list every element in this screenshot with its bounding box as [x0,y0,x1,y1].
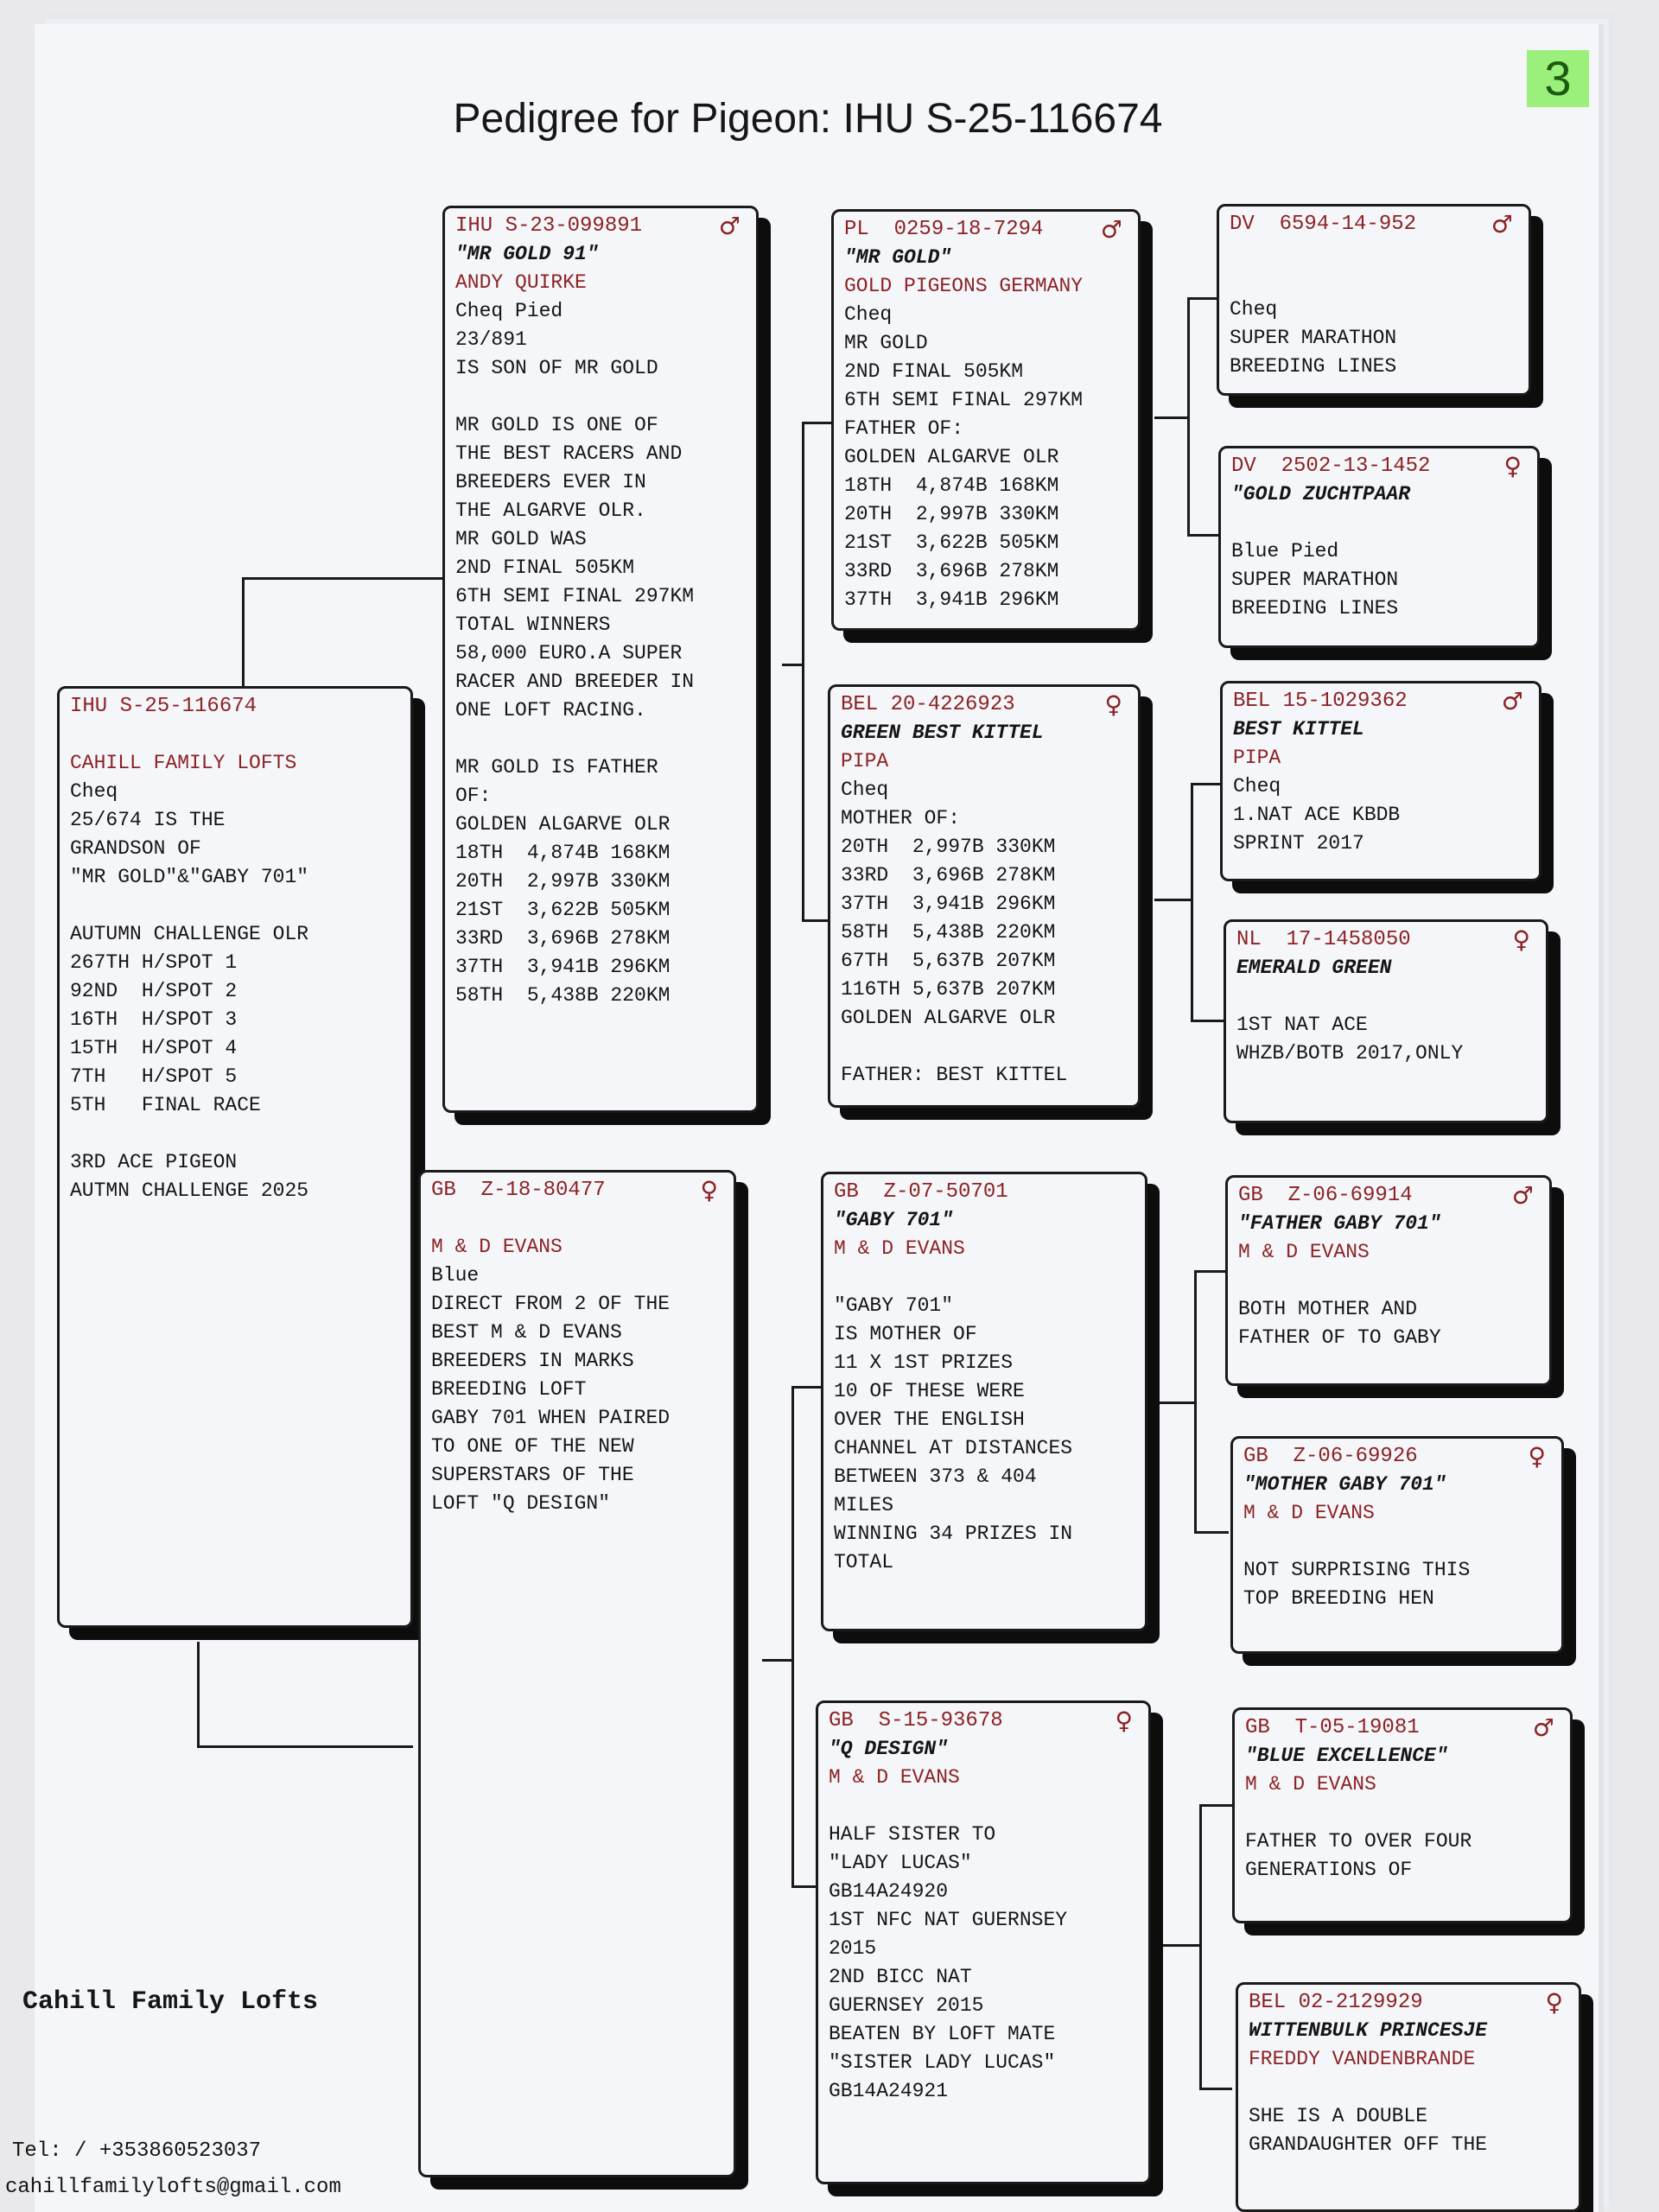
card-detail-line: 33RD 3,696B 278KM [844,560,1059,582]
card-details [1230,296,1529,381]
footer-email: cahillfamilylofts@gmail.com [5,2176,341,2199]
sex-symbol: ♂ [1501,687,1523,715]
connector-line [1154,899,1193,901]
card-detail-line: BREEDERS IN MARKS [431,1350,634,1372]
card-detail-line: 58TH 5,438B 220KM [455,984,671,1007]
card-details [829,1792,1148,2106]
ring-number: IHU S-23-099891 [455,214,643,238]
card-detail-line: 6TH SEMI FINAL 297KM [455,585,695,607]
connector-line [1160,1402,1197,1404]
card-detail-line: MR GOLD WAS [455,528,587,550]
card-detail-line [70,892,410,920]
connector-line [1161,1944,1202,1947]
card-detail-line [1238,1267,1549,1295]
card-detail-line: Cheq [1230,298,1278,321]
card-detail-line [1245,1799,1570,1827]
card-detail-line: IS MOTHER OF [834,1323,977,1345]
card-detail-line: HALF SISTER TO [829,1823,996,1846]
card-detail-line: 58TH 5,438B 220KM [841,921,1056,944]
card-detail-line: 2ND FINAL 505KM [455,556,635,579]
card-detail-line: 7TH H/SPOT 5 [70,1065,238,1088]
card-detail-line: 2015 [829,1937,877,1960]
card-detail-line: THE BEST RACERS AND [455,442,683,465]
breeder-name: M & D EVANS [1245,1773,1376,1796]
card-detail-line: BREEDERS EVER IN [455,471,646,493]
breeder-name: M & D EVANS [829,1766,960,1789]
pigeon-name [1230,238,1529,267]
sex-symbol: ♀ [1115,1707,1133,1735]
card-details [1245,1799,1570,1885]
card-detail-line: OF: [455,785,492,807]
card-detail-line: GUERNSEY 2015 [829,1994,984,2017]
connector-line [762,1659,794,1662]
pigeon-name: "MR GOLD 91" [455,243,599,265]
card-detail-line: Cheq [841,779,889,801]
card-details [431,1262,734,1518]
card-detail-line: MILES [834,1494,894,1516]
card-detail-line: GRANDSON OF [70,837,201,860]
breeder-name: GOLD PIGEONS GERMANY [844,275,1084,297]
card-detail-line: 1.NAT ACE KBDB [1233,804,1401,826]
card-detail-line: 116TH 5,637B 207KM [841,978,1056,1001]
card-detail-line: 33RD 3,696B 278KM [455,927,671,950]
connector-line [1194,1531,1229,1534]
breeder-name: M & D EVANS [1238,1241,1370,1263]
card-detail-line: SUPERSTARS OF THE [431,1464,634,1486]
card-detail-line: AUTUMN CHALLENGE OLR [70,923,309,945]
sex-symbol: ♂ [1100,215,1122,244]
sex-symbol: ♂ [1511,1181,1534,1210]
breeder-name: M & D EVANS [1243,1502,1375,1524]
connector-line [1154,416,1190,419]
card-detail-line: BEST M & D EVANS [431,1321,622,1344]
card-detail-line: 23/891 [455,328,527,351]
breeder-name: CAHILL FAMILY LOFTS [70,752,297,774]
connector-line [802,919,831,922]
card-detail-line: THE ALGARVE OLR. [455,499,646,522]
card-detail-line: 20TH 2,997B 330KM [455,870,671,893]
pedigree-card-gg-6 [1230,1436,1564,1654]
card-detail-line: IS SON OF MR GOLD [455,357,658,379]
card-detail-line: BREEDING LINES [1230,355,1397,378]
card-detail-line: 25/674 IS THE [70,809,226,831]
card-details [455,297,756,1010]
card-detail-line: "MR GOLD"&"GABY 701" [70,866,309,888]
card-detail-line: Cheq [1233,775,1281,798]
card-detail-line: 1ST NAT ACE [1236,1014,1368,1036]
card-detail-line: GB14A24920 [829,1880,949,1903]
sex-symbol: ♀ [1503,452,1522,480]
card-detail-line: MR GOLD IS FATHER [455,756,658,779]
pigeon-name: "MR GOLD" [844,246,952,269]
card-detail-line: 10 OF THESE WERE [834,1380,1025,1402]
page-number-sticker: 3 [1527,50,1589,107]
card-detail-line: SPRINT 2017 [1233,832,1364,855]
card-detail-line: GOLDEN ALGARVE OLR [841,1007,1056,1029]
pigeon-name: "FATHER GABY 701" [1238,1212,1441,1235]
ring-number: PL 0259-18-7294 [844,218,1044,241]
card-detail-line: 21ST 3,622B 505KM [844,531,1059,554]
card-detail-line: 15TH H/SPOT 4 [70,1037,238,1059]
connector-line [242,577,442,580]
pedigree-card-dam-sire [821,1172,1147,1631]
connector-line [1191,783,1193,1021]
card-detail-line: 2ND FINAL 505KM [844,360,1024,383]
pigeon-name: "GABY 701" [834,1209,954,1231]
card-detail-line: FATHER: BEST KITTEL [841,1064,1068,1086]
card-detail-line: BOTH MOTHER AND [1238,1298,1418,1320]
card-detail-line: FATHER OF: [844,417,964,440]
card-detail-line [455,725,756,753]
card-detail-line [841,1033,1138,1061]
connector-line [1191,783,1224,785]
pedigree-card-sire-dam [828,684,1141,1108]
breeder-name [1236,982,1546,1011]
card-details [1243,1528,1561,1613]
breeder-name: PIPA [841,750,889,772]
card-detail-line: "GABY 701" [834,1294,954,1317]
card-detail-line: DIRECT FROM 2 OF THE [431,1293,671,1315]
card-detail-line: NOT SURPRISING THIS [1243,1559,1471,1581]
ring-number: DV 2502-13-1452 [1231,454,1431,478]
pigeon-name: "MOTHER GABY 701" [1243,1473,1446,1496]
connector-line [242,577,245,690]
pedigree-card-gg-2 [1218,446,1540,648]
pigeon-name [431,1205,734,1233]
card-detail-line: LOFT "Q DESIGN" [431,1492,611,1515]
card-detail-line: RACER AND BREEDER IN [455,671,695,693]
card-detail-line: GOLDEN ALGARVE OLR [455,813,671,836]
card-detail-line: TO ONE OF THE NEW [431,1435,634,1458]
card-detail-line: GB14A24921 [829,2080,949,2102]
card-details [70,778,410,1205]
card-details [844,301,1138,614]
card-detail-line: FATHER TO OVER FOUR [1245,1830,1472,1853]
card-detail-line: 67TH 5,637B 207KM [841,950,1056,972]
card-detail-line: 37TH 3,941B 296KM [844,588,1059,611]
breeder-name [1230,267,1529,296]
footer-telephone: Tel: / +353860523037 [12,2139,262,2163]
ring-number: BEL 15-1029362 [1233,690,1408,713]
card-detail-line: GRANDAUGHTER OFF THE [1249,2133,1488,2156]
card-detail-line [455,383,756,411]
breeder-name: PIPA [1233,747,1281,769]
ring-number: GB S-15-93678 [829,1709,1003,1732]
card-detail-line: 20TH 2,997B 330KM [844,503,1059,525]
connector-line [791,1386,794,1887]
connector-line [197,1642,200,1747]
breeder-name: FREDDY VANDENBRANDE [1249,2048,1476,2070]
card-detail-line: AUTMN CHALLENGE 2025 [70,1179,309,1202]
connector-line [1199,1804,1232,1807]
pedigree-card-dam [418,1170,736,2177]
connector-line [197,1745,413,1748]
card-detail-line: 37TH 3,941B 296KM [455,956,671,978]
pedigree-card-sire-sire [831,209,1141,631]
card-details [1236,1011,1546,1068]
pedigree-card-gg-5 [1225,1175,1552,1386]
card-detail-line: SUPER MARATHON [1231,569,1399,591]
card-detail-line: 92ND H/SPOT 2 [70,980,238,1002]
ring-number: GB Z-06-69914 [1238,1184,1413,1207]
card-details [1231,537,1537,623]
pigeon-name: "Q DESIGN" [829,1738,949,1760]
connector-line [1199,1804,1202,2089]
card-detail-line: GOLDEN ALGARVE OLR [844,446,1059,468]
sex-symbol: ♀ [700,1176,718,1205]
card-detail-line: MOTHER OF: [841,807,961,830]
pigeon-name: GREEN BEST KITTEL [841,721,1044,744]
card-details [1238,1267,1549,1352]
card-detail-line: BREEDING LINES [1231,597,1399,620]
card-detail-line: "LADY LUCAS" [829,1852,972,1874]
sex-symbol: ♂ [1532,1713,1554,1742]
ring-number: GB Z-06-69926 [1243,1445,1418,1468]
card-detail-line: 3RD ACE PIGEON [70,1151,238,1173]
pedigree-card-gg-8 [1236,1982,1581,2212]
card-details [1233,772,1539,858]
connector-line [802,422,831,424]
sex-symbol: ♀ [1545,1988,1563,2017]
pedigree-card-gg-1 [1217,204,1531,396]
card-detail-line: 37TH 3,941B 296KM [841,893,1056,915]
breeder-name: M & D EVANS [431,1236,563,1258]
breeder-name [1231,509,1537,537]
connector-line [1194,1270,1229,1273]
pedigree-card-gg-7 [1232,1707,1573,1923]
card-detail-line: Cheq [844,303,893,326]
card-detail-line: SHE IS A DOUBLE [1249,2105,1428,2127]
card-detail-line: 33RD 3,696B 278KM [841,864,1056,887]
sex-symbol: ♀ [1512,925,1530,954]
card-detail-line: 6TH SEMI FINAL 297KM [844,389,1084,411]
card-detail-line: OVER THE ENGLISH [834,1408,1025,1431]
ring-number: GB Z-07-50701 [834,1180,1008,1204]
card-detail-line: 11 X 1ST PRIZES [834,1351,1014,1374]
card-detail-line: TOTAL WINNERS [455,613,611,636]
card-detail-line: BREEDING LOFT [431,1378,587,1401]
ring-number: DV 6594-14-952 [1230,213,1417,236]
card-detail-line: BETWEEN 373 & 404 [834,1465,1037,1488]
card-detail-line: 18TH 4,874B 168KM [844,474,1059,497]
pigeon-name [70,721,410,749]
card-detail-line: TOTAL [834,1551,894,1573]
connector-line [782,664,804,666]
card-detail-line: 20TH 2,997B 330KM [841,836,1056,858]
card-detail-line [1249,2074,1579,2102]
card-detail-line: 2ND BICC NAT [829,1966,972,1988]
card-detail-line: Cheq Pied [455,300,563,322]
card-detail-line: 18TH 4,874B 168KM [455,842,671,864]
breeder-name: M & D EVANS [834,1237,965,1260]
sex-symbol: ♀ [1104,690,1122,719]
connector-line [1199,2088,1232,2090]
card-detail-line [1243,1528,1561,1556]
pedigree-card-gg-3 [1220,681,1541,881]
footer-loft-name: Cahill Family Lofts [22,1987,319,2017]
card-detail-line: 16TH H/SPOT 3 [70,1008,238,1031]
card-detail-line: BEATEN BY LOFT MATE [829,2023,1056,2045]
pedigree-card-gg-4 [1224,919,1548,1123]
ring-number: BEL 20-4226923 [841,693,1015,716]
card-detail-line [70,1120,410,1148]
card-detail-line: GENERATIONS OF [1245,1859,1413,1881]
card-detail-line: CHANNEL AT DISTANCES [834,1437,1073,1459]
card-detail-line: MR GOLD IS ONE OF [455,414,658,436]
connector-line [1187,534,1220,537]
card-detail-line [829,1792,1148,1821]
ring-number: IHU S-25-116674 [70,695,257,718]
ring-number: GB Z-18-80477 [431,1179,606,1202]
card-detail-line: Blue Pied [1231,540,1339,563]
card-detail-line: 58,000 EURO.A SUPER [455,642,683,664]
pigeon-name: WITTENBULK PRINCESJE [1249,2019,1488,2042]
pedigree-card-subject [57,686,413,1628]
card-detail-line: 1ST NFC NAT GUERNSEY [829,1909,1068,1931]
card-detail-line: WINNING 34 PRIZES IN [834,1522,1073,1545]
card-detail-line [834,1263,1145,1292]
card-detail-line: FATHER OF TO GABY [1238,1326,1441,1349]
pigeon-name: EMERALD GREEN [1236,957,1392,979]
ring-number: GB T-05-19081 [1245,1716,1420,1739]
card-detail-line: ONE LOFT RACING. [455,699,646,721]
pigeon-name: "GOLD ZUCHTPAAR [1231,483,1411,505]
card-detail-line: GABY 701 WHEN PAIRED [431,1407,671,1429]
card-detail-line: Cheq [70,780,118,803]
card-detail-line: 267TH H/SPOT 1 [70,951,238,974]
card-detail-line: TOP BREEDING HEN [1243,1587,1434,1610]
card-detail-line: SUPER MARATHON [1230,327,1397,349]
card-detail-line: 21ST 3,622B 505KM [455,899,671,921]
card-details [834,1263,1145,1577]
breeder-name: ANDY QUIRKE [455,271,587,294]
card-detail-line: 5TH FINAL RACE [70,1094,261,1116]
pigeon-name: "BLUE EXCELLENCE" [1245,1745,1448,1767]
ring-number: BEL 02-2129929 [1249,1991,1423,2014]
pedigree-card-dam-dam [816,1700,1151,2184]
page-title: Pedigree for Pigeon: IHU S-25-116674 [453,96,1163,142]
sex-symbol: ♂ [718,212,741,240]
sex-symbol: ♀ [1528,1442,1546,1471]
ring-number: NL 17-1458050 [1236,928,1411,951]
card-details [841,776,1138,1090]
connector-line [1187,297,1220,300]
card-detail-line: "SISTER LADY LUCAS" [829,2051,1056,2074]
card-detail-line: MR GOLD [844,332,928,354]
card-detail-line: WHZB/BOTB 2017,ONLY [1236,1042,1464,1065]
sex-symbol: ♂ [1491,210,1513,238]
card-details [1249,2074,1579,2159]
connector-line [802,422,804,921]
connector-line [1191,1020,1224,1022]
card-detail-line: Blue [431,1264,480,1287]
pigeon-name: BEST KITTEL [1233,718,1364,741]
pedigree-card-sire [442,206,759,1113]
